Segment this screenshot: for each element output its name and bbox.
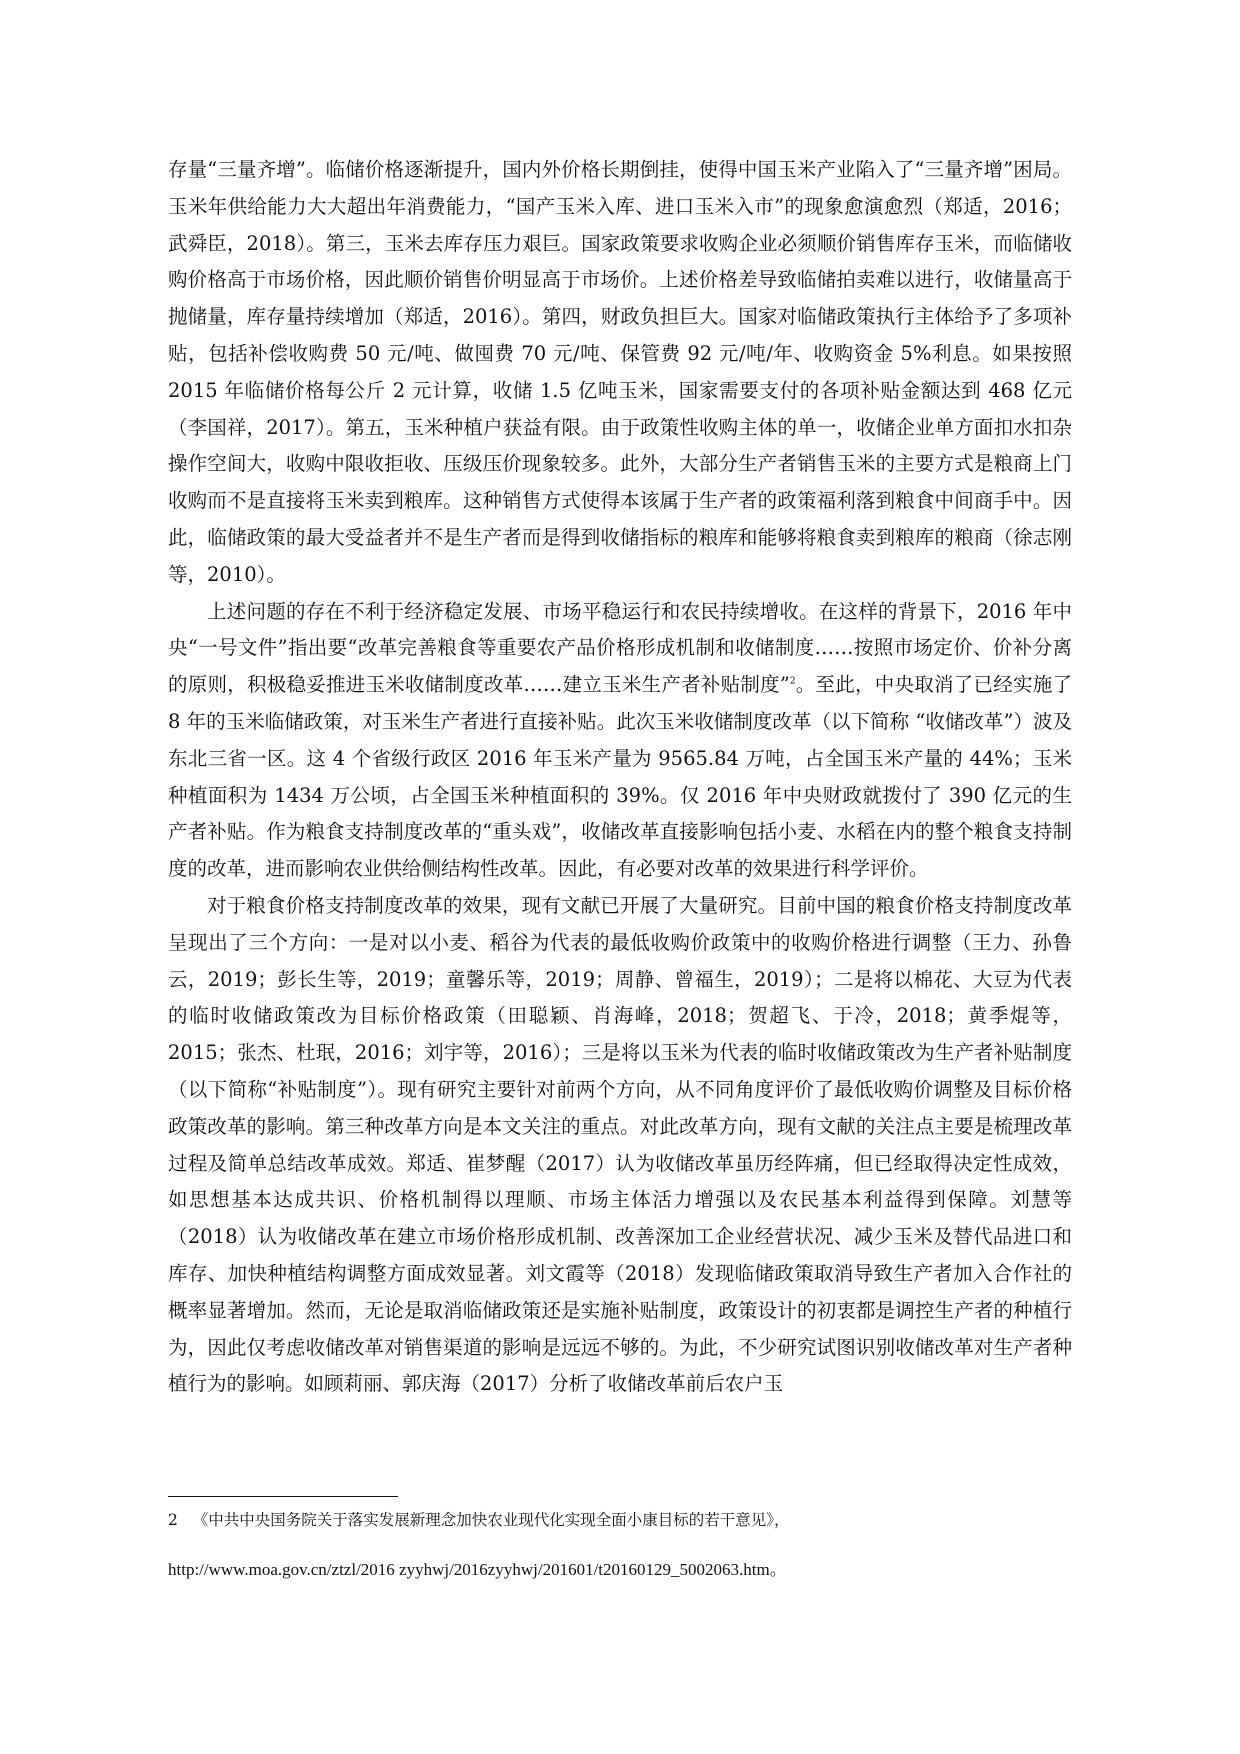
footnote-reference[interactable]: 2 bbox=[789, 676, 796, 687]
footnote-line bbox=[168, 1505, 1072, 1535]
footnote-url[interactable]: http://www.moa.gov.cn/ztzl/2016 zyyhwj/2016zyyhwj/201601/t20160129_5002063.htm。 bbox=[168, 1560, 787, 1579]
paragraph-2-part-2: 。至此，中央取消了已经实施了 8 年的玉米临储政策，对玉米生产者进行直接补贴。此次玉米收储制度改革（以下简称 “收储改革”）波及东北三省一区。这 4 个省级行政区 2016 年玉米产量为 9565.84 万吨，占全国玉米产量的 44%；玉米种植面积为 1434 万公顷，占全国玉米种植面积的 39%。仅 2016 年中央财政就拨付了 390 亿元的生产者补贴。作为粮食支持制度改革的“重头戏”，收储改革直接影响包括小麦、水稻在内的整个粮食支持制度的改革，进而影响农业供给侧结构性改革。因此，有必要对改革的效果进行科学评价。 bbox=[168, 673, 1072, 881]
footnote-title: 《中共中央国务院关于落实发展新理念加快农业现代化实现全面小康目标的若干意见》， bbox=[192, 1511, 790, 1529]
footnote-number: 2 bbox=[168, 1511, 178, 1529]
footnote-separator bbox=[168, 1496, 398, 1497]
paragraph-2 bbox=[168, 594, 1072, 888]
paragraph-1: 存量“三量齐增”。临储价格逐渐提升，国内外价格长期倒挂，使得中国玉米产业陷入了“三量齐增”困局。玉米年供给能力大大超出年消费能力，“国产玉米入库、进口玉米入市”的现象愈演愈烈（郑适，2016；武舜臣，2018）。第三，玉米去库存压力艰巨。国家政策要求收购企业必须顺价销售库存玉米，而临储收购价格高于市场价格，因此顺价销售价明显高于市场价。上述价格差导致临储拍卖难以进行，收储量高于抛储量，库存量持续增加（郑适，2016）。第四，财政负担巨大。国家对临储政策执行主体给予了多项补贴，包括补偿收购费 50 元/吨、做囤费 70 元/吨、保管费 92 元/吨/年、收购资金 5%利息。如果按照 2015 年临储价格每公斤 2 元计算，收储 1.5 亿吨玉米，国家需要支付的各项补贴金额达到 468 亿元（李国祥，2017）。第五，玉米种植户获益有限。由于政策性收购主体的单一，收储企业单方面扣水扣杂操作空间大，收购中限收拒收、压级压价现象较多。此外，大部分生产者销售玉米的主要方式是粮商上门收购而不是直接将玉米卖到粮库。这种销售方式使得本该属于生产者的政策福利落到粮食中间商手中。因此，临储政策的最大受益者并不是生产者而是得到收储指标的粮库和能够将粮食卖到粮库的粮商（徐志刚等，2010）。 bbox=[168, 158, 1072, 586]
paragraph-2-part-1: 上述问题的存在不利于经济稳定发展、市场平稳运行和农民持续增收。在这样的背景下，2016 年中央“一号文件”指出要“改革完善粮食等重要农产品价格形成机制和收储制度……按照市场定价、价补分离的原则，积极稳妥推进玉米收储制度改革……建立玉米生产者补贴制度” bbox=[168, 599, 1072, 697]
body-text bbox=[168, 152, 1072, 1403]
footnote bbox=[168, 1505, 1072, 1585]
paragraph-3: 对于粮食价格支持制度改革的效果，现有文献已开展了大量研究。目前中国的粮食价格支持制度改革呈现出了三个方向：一是对以小麦、稻谷为代表的最低收购价政策中的收购价格进行调整（王力、孙鲁云，2019；彭长生等，2019；童馨乐等，2019；周静、曾福生，2019）；二是将以棉花、大豆为代表的临时收储政策改为目标价格政策（田聪颖、肖海峰，2018；贺超飞、于冷，2018；黄季焜等， 2015；张杰、杜珉，2016；刘宇等，2016）；三是将以玉米为代表的临时收储政策改为生产者补贴制度（以下简称“补贴制度”）。现有研究主要针对前两个方向，从不同角度评价了最低收购价调整及目标价格政策改革的影响。第三种改革方向是本文关注的重点。对此改革方向，现有文献的关注点主要是梳理改革过程及简单总结改革成效。郑适、崔梦醒（2017）认为收储改革虽历经阵痛，但已经取得决定性成效，如思想基本达成共识、价格机制得以理顺、市场主体活力增强以及农民基本利益得到保障。刘慧等（2018）认为收储改革在建立市场价格形成机制、改善深加工企业经营状况、减少玉米及替代品进口和库存、加快种植结构调整方面成效显著。刘文霞等（2018）发现临储政策取消导致生产者加入合作社的概率显著增加。然而，无论是取消临储政策还是实施补贴制度，政策设计的初衷都是调控生产者的种植行为，因此仅考虑收储改革对销售渠道的影响是远远不够的。为此，不少研究试图识别收储改革对生产者种植行为的影响。如顾莉丽、郭庆海（2017）分析了收储改革前后农户玉 bbox=[168, 893, 1072, 1396]
